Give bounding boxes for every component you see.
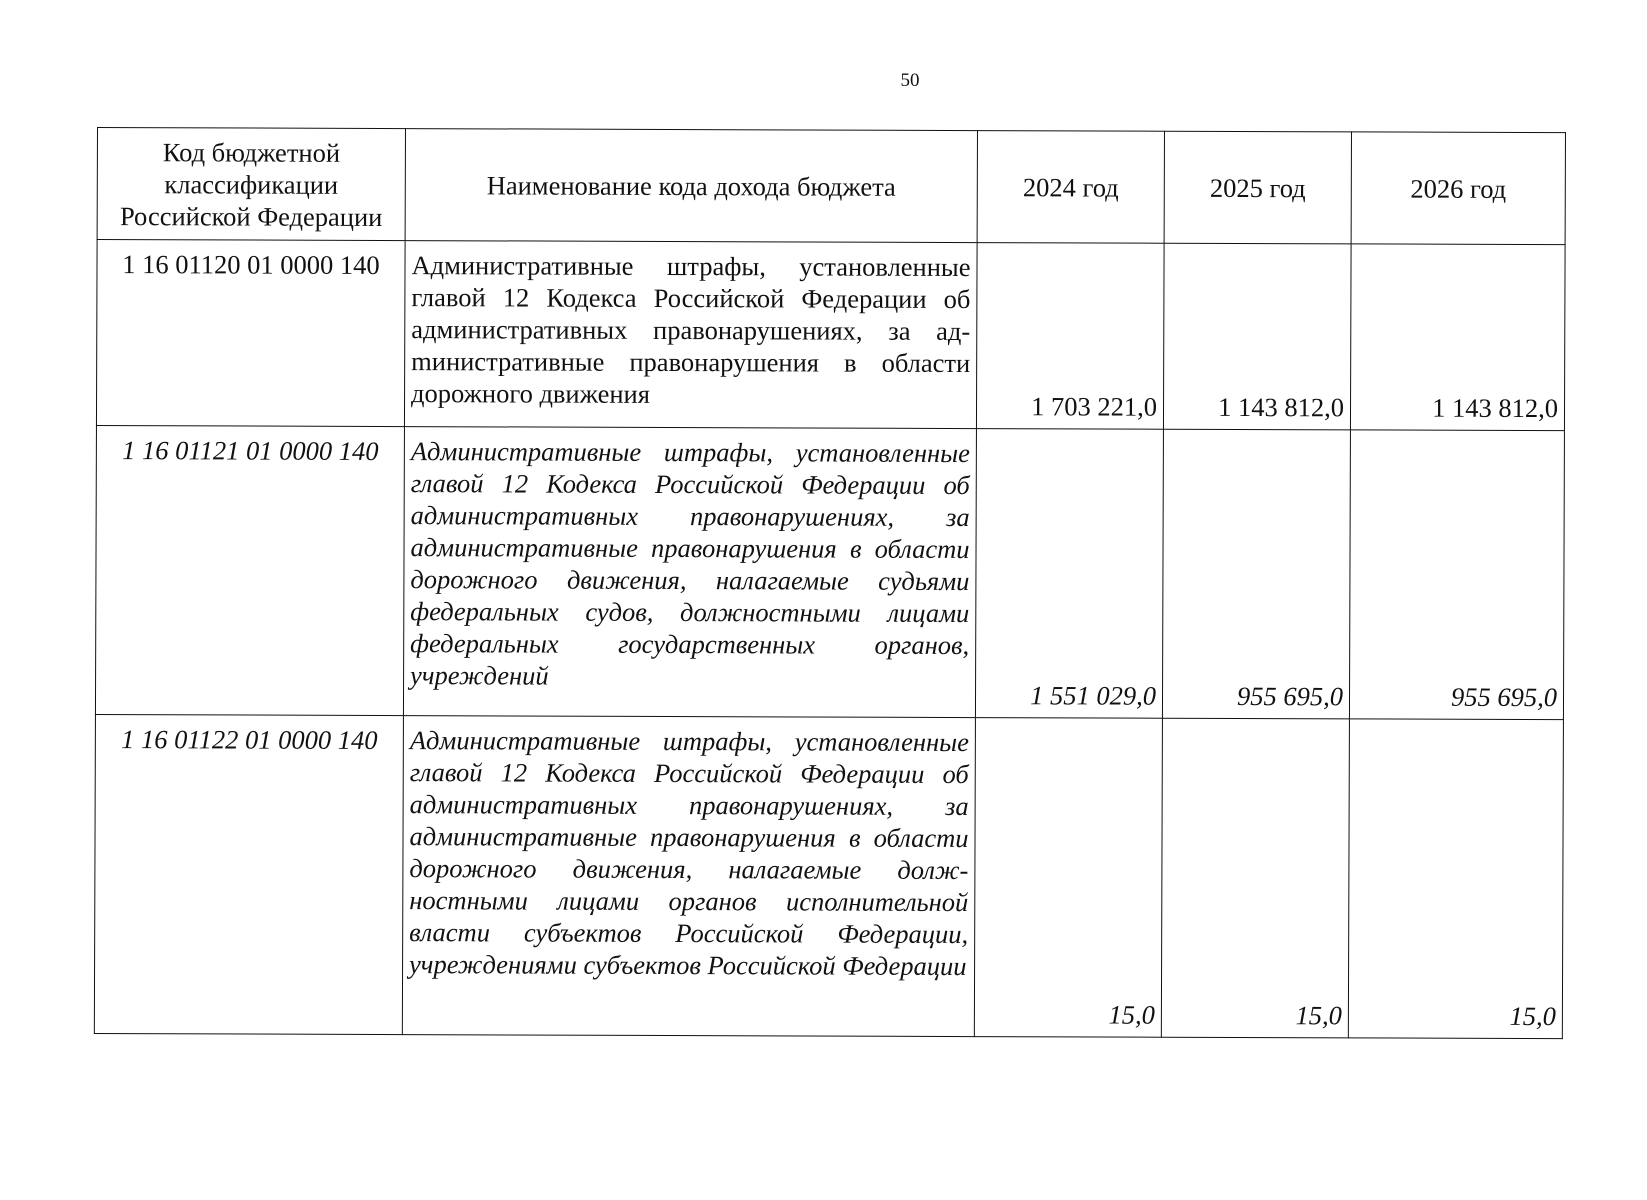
header-name: Наименование кода дохода бюджета <box>405 129 977 243</box>
budget-income-table <box>94 127 1566 1039</box>
header-year-2024: 2024 год <box>977 131 1164 244</box>
row-code: 1 16 01120 01 0000 140 <box>96 240 405 427</box>
page-number: 50 <box>900 70 920 91</box>
table-row <box>96 240 1565 431</box>
budget-table-container <box>94 127 1566 1039</box>
row-value-2024: 15,0 <box>974 718 1162 1038</box>
row-value-2026: 955 695,0 <box>1349 430 1564 720</box>
row-name: Административные штрафы, установленные главой 12 Кодекса Российской Федерации об административных правонарушениях, за адmинистративные правонарушения в области дорожного движения <box>404 241 977 429</box>
header-year-2026: 2026 год <box>1351 132 1565 245</box>
row-value-2024: 1 551 029,0 <box>975 429 1163 719</box>
row-name: Административные штрафы, установленные главой 12 Кодекса Российской Федерации об административных правонарушениях, за административные правонарушения в области дорожного движения, налагаемые должностными лицами органов исполнительной власти субъектов Российской Федерации, учреждениями субъектов Российской Федерации <box>402 716 975 1037</box>
row-code: 1 16 01122 01 0000 140 <box>94 714 403 1034</box>
header-code: Код бюджетной классификации Российской Федерации <box>97 128 405 241</box>
row-value-2024: 1 703 221,0 <box>976 243 1164 430</box>
row-value-2025: 1 143 812,0 <box>1163 243 1351 430</box>
row-value-2026: 1 143 812,0 <box>1350 244 1565 431</box>
row-value-2025: 15,0 <box>1161 718 1349 1038</box>
row-code: 1 16 01121 01 0000 140 <box>95 425 404 715</box>
table-row <box>94 714 1563 1038</box>
table-header-row <box>97 128 1565 245</box>
row-value-2026: 15,0 <box>1348 719 1563 1039</box>
header-year-2025: 2025 год <box>1164 131 1351 244</box>
row-value-2025: 955 695,0 <box>1162 429 1350 719</box>
table-row <box>95 425 1564 719</box>
row-name: Административные штрафы, установленные главой 12 Кодекса Российской Федерации об административных правонарушениях, за административные правонарушения в области дорожного движения, налагаемые судьями федеральных судов, должностными лицами федеральных государственных органов, учреждений <box>403 427 976 718</box>
